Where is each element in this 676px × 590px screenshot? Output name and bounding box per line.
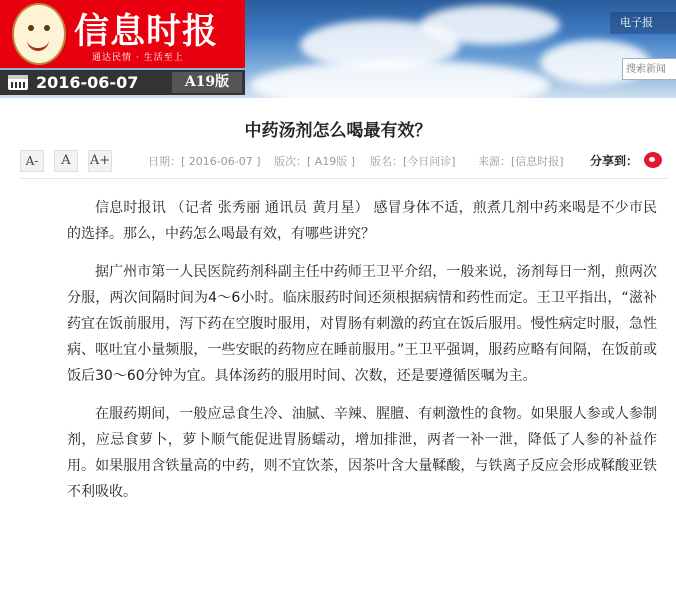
- divider: [20, 178, 668, 179]
- font-increase-button[interactable]: A+: [88, 150, 112, 172]
- weibo-share-icon[interactable]: [644, 152, 662, 168]
- article-paragraph: 据广州市第一人民医院药剂科副主任中药师王卫平介绍，一般来说，汤剂每日一剂，煎两次分服，两次间隔时间为4～6小时。临床服药时间还须根据病情和药性而定。王卫平指出，“滋补药宜在饭前服用，泻下药在空腹时服用，对胃肠有刺激的药宜在饭后服用。慢性病定时服，急性病、呕吐宜小量频服，一些安眠的药物应在睡前服用。”王卫平强调，服药应略有间隔，在饭前或饭后30～60分钟为宜。具体汤药的服用时间、次数，还是要遵循医嘱为主。: [67, 264, 657, 384]
- calendar-icon[interactable]: [8, 75, 28, 90]
- masthead-banner: [0, 0, 676, 98]
- article-paragraph: 信息时报讯 （记者 张秀丽 通讯员 黄月星） 感冒身体不适，煎煮几剂中药来喝是不少市民的选择。那么，中药怎么喝最有效，有哪些讲究？: [67, 200, 657, 242]
- issue-date-bar: [0, 70, 245, 95]
- article-body: [67, 195, 657, 517]
- meta-section: 版名：[今日问诊]: [370, 155, 456, 168]
- meta-date: 日期：[ 2016-06-07 ]: [148, 155, 261, 168]
- mascot-icon: [12, 3, 66, 65]
- edition-badge[interactable]: A19版: [172, 72, 242, 93]
- font-reset-button[interactable]: A: [54, 150, 78, 172]
- issue-date[interactable]: 2016-06-07: [36, 73, 139, 92]
- article-toolbar: [20, 150, 668, 172]
- share-label: 分享到：: [590, 154, 639, 168]
- epaper-link[interactable]: 电子报: [610, 12, 676, 34]
- font-decrease-button[interactable]: A-: [20, 150, 44, 172]
- newspaper-logo[interactable]: [0, 0, 245, 68]
- meta-edition: 版次：[ A19版 ]: [274, 155, 356, 168]
- article-title: 中药汤剂怎么喝最有效？: [244, 121, 432, 141]
- search-input[interactable]: [622, 58, 676, 80]
- meta-source: 来源：[信息时报]: [478, 155, 564, 168]
- newspaper-slogan: 通达民情 · 生活至上: [92, 53, 184, 63]
- cloud-decoration: [250, 60, 550, 98]
- article-paragraph: 在服药期间，一般应忌食生冷、油腻、辛辣、腥膻、有刺激性的食物。如果服人参或人参制剂，应忌食萝卜，萝卜顺气能促进胃肠蠕动，增加排泄，两者一补一泄，降低了人参的补益作用。如果服用含铁量高的中药，则不宜饮茶，因茶叶含大量鞣酸，与铁离子反应会形成鞣酸亚铁不利吸收。: [67, 406, 657, 500]
- cloud-decoration: [420, 5, 560, 45]
- newspaper-title: 信息时报: [74, 11, 219, 52]
